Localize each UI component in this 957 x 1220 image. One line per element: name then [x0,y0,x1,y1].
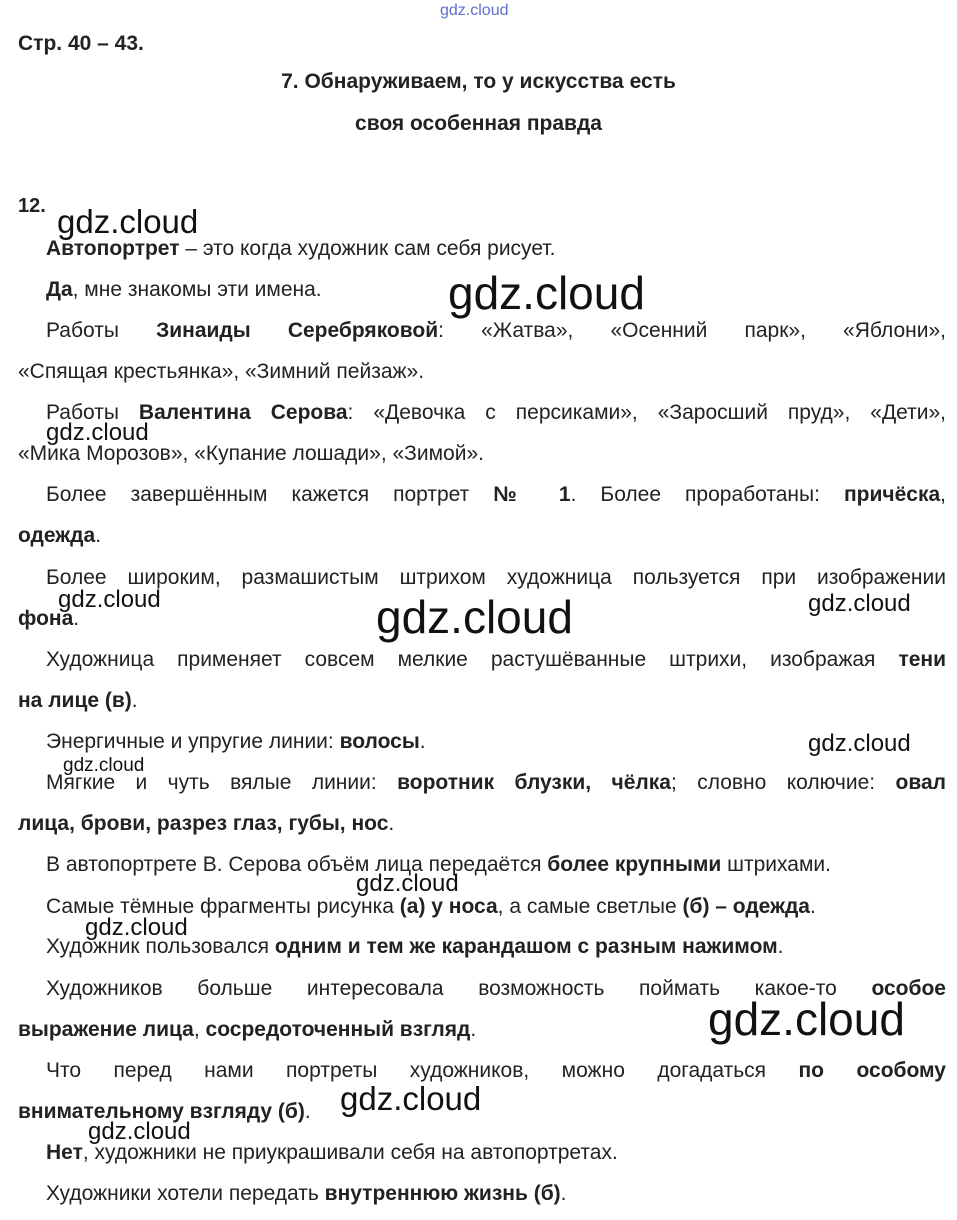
bold-term: одним и тем же карандашом с разным нажимом [274,935,778,958]
text-run: . [73,607,80,630]
bold-term: внутреннюю жизнь (б) [324,1182,561,1205]
text-run: , [940,483,946,506]
bold-term: на лице (в) [18,689,132,712]
text-run: Работы [46,401,139,424]
watermark: gdz.cloud [85,914,188,941]
watermark: gdz.cloud [46,419,149,446]
text-run: . [388,812,395,835]
watermark: gdz.cloud [376,591,573,643]
text-run: , художники не приукрашивали себя на автопортретах. [82,1141,618,1164]
text-run: – это когда художник сам себя рисует. [179,237,556,260]
bold-term: Зинаиды Серебряковой [156,319,439,342]
text-run: Художница применяет совсем мелкие растушёванные штрихи, изображая [46,648,899,671]
text-line [18,523,101,549]
task-number: 12. [18,195,46,217]
text-run: : «Жатва», «Осенний парк», «Яблони», [438,319,946,342]
bold-term: одежда [18,524,96,547]
text-run: . [777,935,784,958]
watermark: gdz.cloud [63,755,145,776]
page-reference: Стр. 40 – 43. [18,32,144,55]
text-run: штрихами. [721,853,831,876]
text-run: ; словно колючие: [670,771,896,794]
text-run: Художников больше интересовала возможность поймать какое-то [46,977,872,1000]
text-line [46,482,946,508]
bold-term: сосредоточенный взгляд [205,1018,471,1041]
text-run: . [470,1018,477,1041]
text-line [46,770,946,796]
watermark: gdz.cloud [356,870,459,897]
text-run: , а самые светлые [497,895,683,918]
text-run: Мягкие и чуть вялые линии: [46,771,398,794]
text-run: Работы [46,319,157,342]
watermark: gdz.cloud [808,730,911,757]
text-line [18,359,424,385]
text-run: Энергичные и упругие линии: [46,730,340,753]
watermark: gdz.cloud [58,586,161,613]
text-run: Художник пользовался [46,935,275,958]
section-title-line-2: своя особенная правда [355,112,602,135]
bold-term: причёска [843,483,941,506]
text-run: . [95,524,102,547]
text-run: . [560,1182,567,1205]
text-run: : «Девочка с персиками», «Заросший пруд», «Дети», [347,401,947,424]
bold-term: № 1 [493,483,571,506]
text-run: , мне знакомы эти имена. [72,278,322,301]
text-run: В автопортрете В. Серова объём лица передаётся [46,853,548,876]
text-run: «Мика Морозов», «Купание лошади», «Зимой». [18,442,484,465]
bold-term: Валентина Серова [138,401,348,424]
text-run: . Более проработаны: [570,483,844,506]
bold-term: внимательному взгляду (б) [18,1100,305,1123]
watermark: gdz.cloud [448,267,645,319]
header-watermark: gdz.cloud [440,2,509,19]
watermark: gdz.cloud [57,203,199,240]
text-run: . [810,895,816,918]
text-run: Художники хотели передать [46,1182,325,1205]
bold-term: Автопортрет [46,237,180,260]
bold-term: тени [898,648,946,671]
text-run: , [193,1018,206,1041]
bold-term: фона [18,607,74,630]
text-line [46,647,946,673]
text-run: Самые тёмные фрагменты рисунка [46,895,400,918]
text-run: «Спящая крестьянка», «Зимний пейзаж». [18,360,425,383]
bold-term: воротник блузки, чёлка [397,771,671,794]
text-line [46,318,946,344]
text-line [46,565,946,591]
bold-term: более крупными [547,853,722,876]
bold-term: овал [895,771,946,794]
text-run: Более завершённым кажется портрет [46,483,494,506]
bold-term: особое [871,977,946,1000]
section-title-line-1: 7. Обнаруживаем, то у искусства есть [281,70,676,93]
text-run: . [304,1100,311,1123]
watermark: gdz.cloud [708,993,905,1045]
bold-term: лица, брови, разрез глаз, губы, нос [18,812,389,835]
text-line [18,1017,476,1043]
bold-term: Нет [46,1141,83,1164]
text-line [46,1058,946,1084]
text-line [46,729,426,755]
text-line [18,811,394,837]
bold-term: Да [46,278,73,301]
bold-term: по особому [798,1059,946,1082]
text-line [18,688,138,714]
bold-term: волосы [339,730,420,753]
text-run: . [131,689,138,712]
text-line [46,1181,567,1207]
watermark: gdz.cloud [88,1118,191,1145]
watermark: gdz.cloud [340,1080,482,1117]
text-run: . [419,730,426,753]
watermark: gdz.cloud [808,590,911,617]
text-line [46,400,946,426]
text-line [46,277,322,303]
text-run: Что перед нами портреты художников, можно догадаться [46,1059,799,1082]
bold-term: (а) у носа [399,895,498,918]
text-run: Более широким, размашистым штрихом художница пользуется при изображении [46,566,946,589]
bold-term: (б) – одежда [682,895,810,918]
bold-term: выражение лица [18,1018,194,1041]
